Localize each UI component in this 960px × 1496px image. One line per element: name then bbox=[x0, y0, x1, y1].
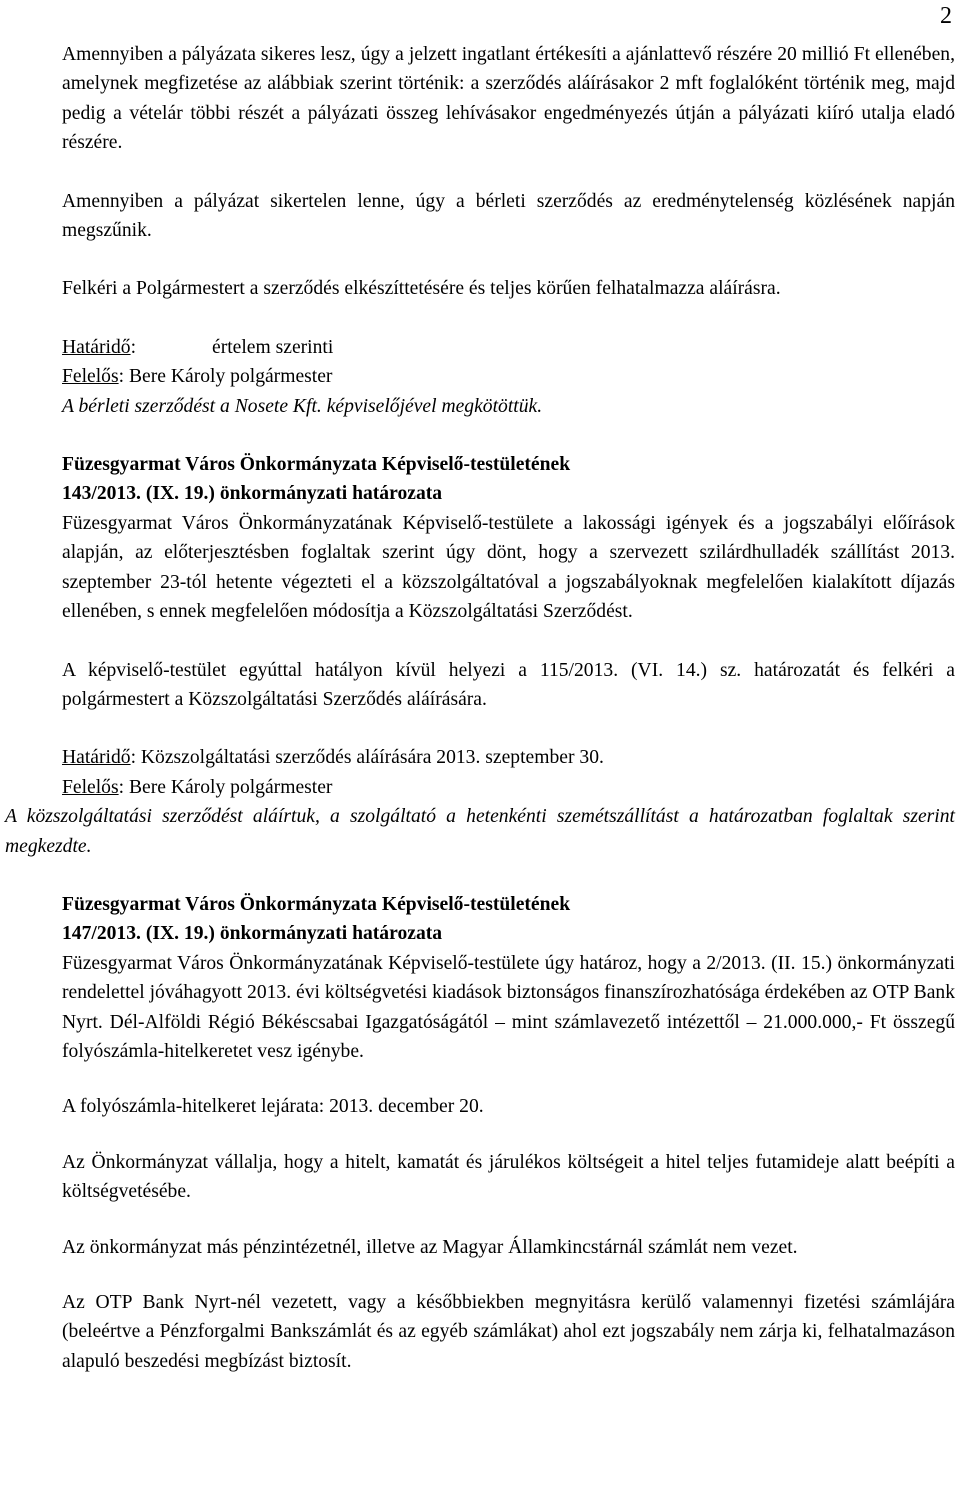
paragraph-mandate: Felkéri a Polgármestert a szerződés elkészíttetésére és teljes körűen felhatalmazza aláírásra. bbox=[62, 278, 781, 300]
resolution-heading: Füzesgyarmat Város Önkormányzata Képviselő-testületének bbox=[62, 893, 571, 915]
resolution-body: Füzesgyarmat Város Önkormányzatának Képviselő-testülete úgy határoz, hogy a 2/2013. (II. 15.) önkormányzati rendelettel jóváhagyott 2013. évi költségvetési kiadások biztonságos finanszírozhatósága érdekében az OTP Bank Nyrt. Dél-Alföldi Régió Békéscsabai Igazgatóságától – mint számlavezető intézettől – 21.000.000,- Ft összegű folyószámla-hitelkeretet vesz igénybe. bbox=[62, 952, 955, 1062]
lease-note: A bérleti szerződést a Nosete Kft. képviselőjével megkötöttük. bbox=[62, 395, 543, 417]
deadline-value: : Közszolgáltatási szerződés aláírására 2013. szeptember 30. bbox=[130, 747, 604, 769]
document-body bbox=[5, 40, 955, 1376]
deadline-line bbox=[62, 743, 955, 772]
resolution-number: 147/2013. (IX. 19.) önkormányzati határozata bbox=[62, 923, 443, 945]
responsible-label: Felelős bbox=[62, 776, 119, 798]
responsible-value: Bere Károly polgármester bbox=[124, 366, 333, 388]
resolution-heading: Füzesgyarmat Város Önkormányzata Képviselő-testületének bbox=[62, 454, 571, 476]
responsible-value: : Bere Károly polgármester bbox=[118, 776, 333, 798]
budget-commitment: Az Önkormányzat vállalja, hogy a hitelt, kamatát és járulékos költségeit a hitel teljes futamideje alatt beépíti a költségvetésébe. bbox=[62, 1151, 955, 1203]
account-statement: Az önkormányzat más pénzintézetnél, illetve az Magyar Államkincstárnál számlát nem vezet. bbox=[62, 1236, 798, 1258]
paragraph-unsuccessful: Amennyiben a pályázat sikertelen lenne, úgy a bérleti szerződés az eredménytelenség közlésének napján megszűnik. bbox=[62, 190, 955, 242]
deadline-line: Határidő: értelem szerinti bbox=[62, 336, 334, 358]
responsible-label: Felelős bbox=[62, 366, 119, 388]
resolution-147 bbox=[62, 890, 955, 1376]
resolution-body: Füzesgyarmat Város Önkormányzatának Képviselő-testülete a lakossági igények és a jogszabályi előírások alapján, az előterjesztésben foglaltak szerint úgy dönt, hogy a szervezett szilárdhulladék szállítást 2013. szeptember 23-tól hetente végezteti el a közszolgáltatóval a jogszabályoknak megfelelően kialakított díjazás ellenében, s ennek megfelelően módosítja a Közszolgáltatási Szerződést. bbox=[62, 512, 955, 623]
resolution-143 bbox=[5, 450, 955, 861]
paragraph-sale-terms: Amennyiben a pályázata sikeres lesz, úgy a jelzett ingatlant értékesíti a ajánlattevő részére 20 millió Ft ellenében, amelynek megfizetése az alábbiak szerint történik: a szerződés aláírásakor 2 mft foglalóként történik meg, majd pedig a vételár többi részét a pályázati összeg lehívásakor engedményezés útján a pályázati kiíró utalja eladó részére. bbox=[62, 44, 955, 154]
direct-debit-authorization: Az OTP Bank Nyrt-nél vezetett, vagy a későbbiekben megnyitásra kerülő valamennyi fizetési számlájára (beleértve a Pénzforgalmi Bankszámlát és az egyéb számlákat) ahol ezt jogszabály nem zárja ki, felhatalmazáson alapuló beszedési megbízást biztosít. bbox=[62, 1292, 955, 1372]
deadline-value: értelem szerinti bbox=[212, 336, 334, 358]
deadline-label: Határidő bbox=[62, 747, 131, 769]
resolution-number: 143/2013. (IX. 19.) önkormányzati határozata bbox=[62, 483, 443, 505]
resolution-note: A közszolgáltatási szerződést aláírtuk, a szolgáltató a hetenkénti szemétszállítást a határozatban foglaltak szerint megkezdte. bbox=[5, 806, 955, 857]
responsible-line: Felelős: Bere Károly polgármester bbox=[62, 366, 333, 388]
deadline-label: Határidő bbox=[62, 336, 131, 358]
page-number: 2 bbox=[940, 3, 952, 29]
responsible-line bbox=[62, 773, 955, 802]
resolution-body-2: A képviselő-testület egyúttal hatályon kívül helyezi a 115/2013. (VI. 14.) sz. határozatát és felkéri a polgármestert a Közszolgáltatási Szerződés aláírására. bbox=[62, 659, 955, 710]
credit-expiry: A folyószámla-hitelkeret lejárata: 2013. december 20. bbox=[62, 1096, 484, 1118]
